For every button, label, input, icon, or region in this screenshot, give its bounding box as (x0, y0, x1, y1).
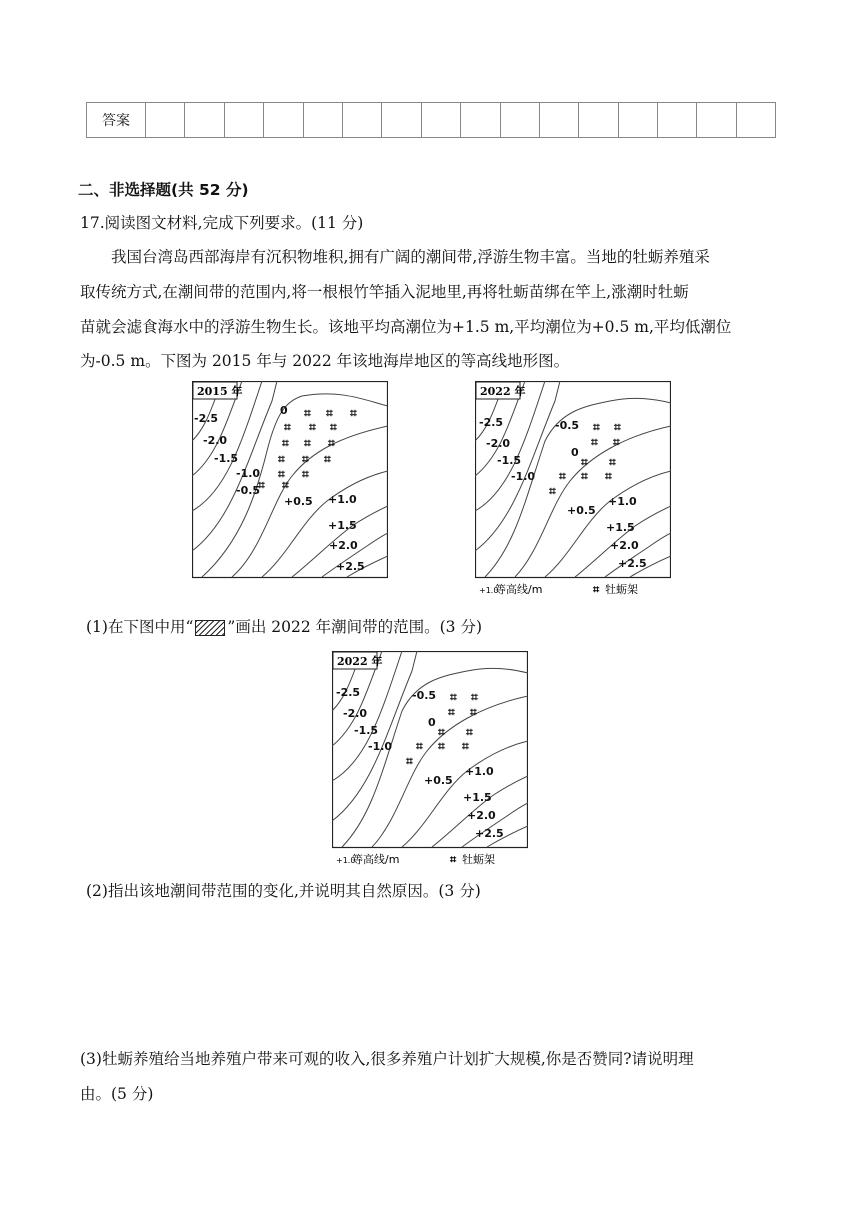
sub-question-3-line: 由。(5 分) (80, 1085, 154, 1103)
svg-text:⌗: ⌗ (559, 469, 566, 483)
svg-text:⌗: ⌗ (302, 467, 309, 481)
map-year-label: 2022 年 (480, 385, 526, 398)
svg-text:+1.0: +1.0 (336, 856, 356, 865)
passage-line: 苗就会滤食海水中的浮游生物生长。该地平均高潮位为+1.5 m,平均潮位为+0.5 m,平均低潮位 (80, 318, 732, 336)
answer-table (86, 102, 776, 138)
svg-text:⌗: ⌗ (302, 452, 309, 466)
svg-text:⌗: ⌗ (438, 739, 445, 753)
svg-text:-1.0: -1.0 (236, 467, 261, 480)
svg-text:⌗: ⌗ (406, 754, 413, 768)
answer-cell[interactable] (579, 103, 618, 138)
map-legend (479, 582, 638, 596)
question-header: 17.阅读图文材料,完成下列要求。(11 分) (80, 214, 364, 232)
sub-question-2: (2)指出该地潮间带范围的变化,并说明其自然原因。(3 分) (86, 882, 481, 900)
svg-text:-0.5: -0.5 (236, 484, 261, 497)
svg-text:⌗: ⌗ (309, 420, 316, 434)
svg-text:+1.0: +1.0 (465, 765, 494, 778)
answer-cell[interactable] (303, 103, 342, 138)
svg-text:⌗: ⌗ (330, 420, 337, 434)
svg-text:+1.0: +1.0 (328, 493, 357, 506)
passage-line: 取传统方式,在潮间带的范围内,将一根根竹竿插入泥地里,再将牡蛎苗绑在竿上,涨潮时牡蛎 (80, 283, 689, 301)
svg-text:+1.5: +1.5 (606, 521, 635, 534)
svg-text:⌗: ⌗ (470, 705, 477, 719)
svg-text:⌗: ⌗ (448, 705, 455, 719)
svg-text:-2.5: -2.5 (479, 416, 504, 429)
oyster-rack-icon: ⌗ (450, 853, 457, 866)
svg-text:牡蛎架: 牡蛎架 (462, 853, 495, 866)
svg-text:-2.5: -2.5 (336, 686, 361, 699)
svg-text:⌗: ⌗ (278, 452, 285, 466)
svg-text:+1.0: +1.0 (479, 586, 499, 595)
section-title: 二、非选择题(共 52 分) (78, 181, 249, 199)
answer-cell[interactable] (658, 103, 697, 138)
map-year-label: 2015 年 (197, 385, 243, 398)
svg-text:⌗: ⌗ (258, 478, 265, 492)
answer-cell[interactable] (421, 103, 460, 138)
svg-text:⌗: ⌗ (350, 406, 357, 420)
svg-text:-1.0: -1.0 (368, 740, 393, 753)
answer-cell[interactable] (539, 103, 578, 138)
svg-text:⌗: ⌗ (282, 436, 289, 450)
svg-text:+0.5: +0.5 (567, 504, 596, 517)
svg-text:+2.5: +2.5 (475, 827, 504, 840)
answer-cell[interactable] (736, 103, 775, 138)
answer-cell[interactable] (224, 103, 263, 138)
answer-cell[interactable] (264, 103, 303, 138)
svg-text:-1.5: -1.5 (497, 454, 522, 467)
answer-cell[interactable] (342, 103, 381, 138)
svg-text:0: 0 (428, 716, 436, 729)
svg-text:⌗: ⌗ (591, 435, 598, 449)
oyster-rack-icon: ⌗ (593, 583, 600, 596)
svg-text:-2.5: -2.5 (194, 412, 219, 425)
svg-text:牡蛎架: 牡蛎架 (605, 583, 638, 596)
svg-text:⌗: ⌗ (304, 406, 311, 420)
svg-text:-0.5: -0.5 (412, 689, 437, 702)
svg-text:⌗: ⌗ (438, 725, 445, 739)
answer-cell[interactable] (185, 103, 224, 138)
svg-text:⌗: ⌗ (614, 420, 621, 434)
svg-text:+2.0: +2.0 (329, 539, 358, 552)
svg-text:⌗: ⌗ (328, 436, 335, 450)
svg-text:-2.0: -2.0 (486, 437, 511, 450)
svg-text:+2.5: +2.5 (618, 557, 647, 570)
answer-label: 答案 (87, 103, 146, 138)
sub-question-1: (1)在下图中用“ ”画出 2022 年潮间带的范围。(3 分) (86, 618, 482, 636)
contour-map-2022-answer (332, 651, 528, 869)
svg-text:+2.0: +2.0 (467, 809, 496, 822)
svg-text:+0.5: +0.5 (284, 495, 313, 508)
svg-text:⌗: ⌗ (613, 435, 620, 449)
svg-text:⌗: ⌗ (462, 739, 469, 753)
passage-line: 为-0.5 m。下图为 2015 年与 2022 年该地海岸地区的等高线地形图。 (80, 352, 570, 370)
svg-text:⌗: ⌗ (416, 739, 423, 753)
svg-text:⌗: ⌗ (605, 469, 612, 483)
svg-text:0: 0 (280, 404, 288, 417)
passage-line: 我国台湾岛西部海岸有沉积物堆积,拥有广阔的潮间带,浮游生物丰富。当地的牡蛎养殖采 (111, 248, 710, 266)
svg-text:+2.5: +2.5 (336, 560, 365, 573)
svg-text:-2.0: -2.0 (203, 434, 228, 447)
svg-text:-1.0: -1.0 (511, 470, 536, 483)
svg-text:⌗: ⌗ (466, 725, 473, 739)
svg-text:⌗: ⌗ (282, 478, 289, 492)
svg-text:⌗: ⌗ (304, 436, 311, 450)
svg-text:0: 0 (571, 446, 579, 459)
svg-text:-2.0: -2.0 (343, 707, 368, 720)
svg-text:⌗: ⌗ (609, 455, 616, 469)
hatch-swatch-icon (195, 620, 225, 636)
svg-text:+2.0: +2.0 (610, 539, 639, 552)
svg-text:+0.5: +0.5 (424, 774, 453, 787)
answer-cell[interactable] (146, 103, 185, 138)
svg-text:⌗: ⌗ (324, 452, 331, 466)
svg-text:⌗: ⌗ (284, 420, 291, 434)
svg-text:+1.0: +1.0 (608, 495, 637, 508)
svg-text:⌗: ⌗ (278, 467, 285, 481)
answer-cell[interactable] (500, 103, 539, 138)
svg-text:⌗: ⌗ (450, 690, 457, 704)
map-year-label: 2022 年 (337, 655, 383, 668)
svg-text:-1.5: -1.5 (214, 452, 239, 465)
answer-cell[interactable] (461, 103, 500, 138)
svg-text:等高线/m: 等高线/m (352, 853, 400, 866)
contour-map-2015 (192, 381, 388, 579)
svg-text:等高线/m: 等高线/m (495, 583, 543, 596)
svg-text:⌗: ⌗ (581, 455, 588, 469)
svg-text:-1.5: -1.5 (354, 724, 379, 737)
svg-text:⌗: ⌗ (593, 420, 600, 434)
answer-cell[interactable] (697, 103, 736, 138)
svg-text:⌗: ⌗ (326, 406, 333, 420)
map-legend (336, 852, 495, 866)
svg-text:+1.5: +1.5 (463, 791, 492, 804)
svg-text:⌗: ⌗ (549, 484, 556, 498)
svg-text:⌗: ⌗ (581, 469, 588, 483)
svg-text:⌗: ⌗ (471, 690, 478, 704)
svg-text:-0.5: -0.5 (555, 419, 580, 432)
answer-cell[interactable] (382, 103, 421, 138)
sub-question-3-line: (3)牡蛎养殖给当地养殖户带来可观的收入,很多养殖户计划扩大规模,你是否赞同?请说明理 (80, 1050, 694, 1068)
contour-map-2022 (475, 381, 671, 599)
svg-text:+1.5: +1.5 (328, 519, 357, 532)
answer-cell[interactable] (618, 103, 657, 138)
